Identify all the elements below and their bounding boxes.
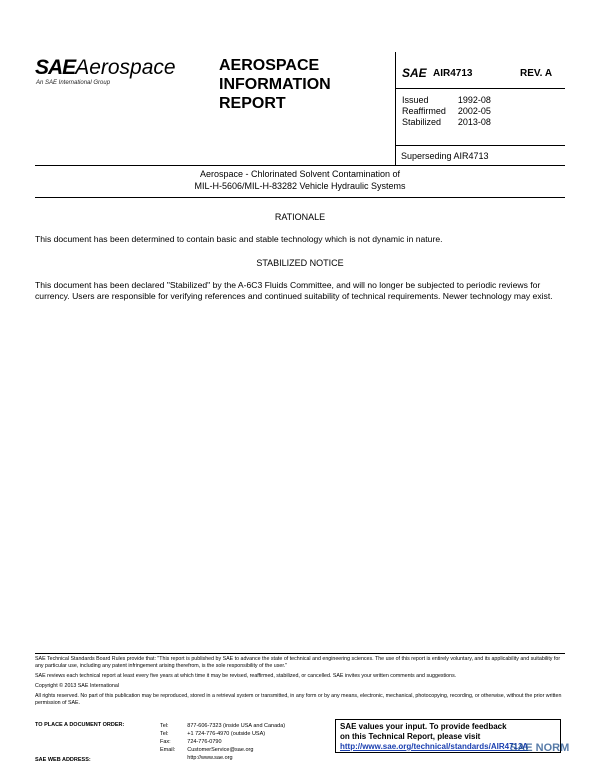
date-value: 2013-08 (457, 117, 491, 127)
date-label: Stabilized (402, 117, 442, 127)
document-title (35, 168, 565, 192)
contact-label: Fax: (160, 739, 171, 745)
date-value: 2002-05 (457, 106, 491, 116)
contact-row (160, 730, 297, 738)
date-row (402, 106, 503, 117)
footer-copyright: Copyright © 2013 SAE International (35, 683, 119, 689)
contact-table (160, 722, 297, 762)
date-table (402, 95, 503, 128)
contact-row (160, 722, 297, 730)
contact-row (160, 746, 297, 754)
date-label: Reaffirmed (402, 106, 446, 116)
divider (35, 197, 565, 198)
report-type-line-3: REPORT (219, 95, 286, 112)
logo-aerospace-text: Aerospace (75, 56, 176, 79)
title-line-2: MIL-H-5606/MIL-H-83282 Vehicle Hydraulic Systems (194, 181, 406, 191)
feedback-line-2: on this Technical Report, please visit (340, 732, 481, 741)
contact-label: Tel: (160, 731, 169, 737)
footer-rights-text: All rights reserved. No part of this publication may be reproduced, stored in a retrieval system or transmitted, in any form or by any means, electronic, mechanical, photocopying, recording, or otherwise, without the prior written permission of SAE. (35, 693, 562, 706)
report-type-line-2: INFORMATION (219, 76, 331, 93)
stabilized-heading: STABILIZED NOTICE (256, 258, 344, 268)
divider (35, 165, 565, 166)
logo-subtitle: An SAE International Group (36, 80, 111, 86)
footer-review-text: SAE reviews each technical report at least every five years at which time it may be revised, reaffirmed, stabilized, or cancelled. SAE invites your written comments and suggestions. (35, 673, 457, 679)
logo-sae-text: SAE (35, 56, 76, 79)
contact-value: 877-606-7323 (inside USA and Canada) (187, 723, 286, 729)
feedback-link[interactable]: http://www.sae.org/technical/standards/AIR4713A (340, 742, 529, 751)
date-label: Issued (402, 95, 429, 105)
footer-legal (35, 656, 565, 710)
report-type-heading (219, 56, 331, 113)
web-address-title: SAE WEB ADDRESS: (35, 757, 91, 763)
date-row (402, 95, 503, 106)
date-row (402, 117, 503, 128)
watermark-stamp: SAE NORM (510, 742, 570, 754)
superseding-note: Superseding AIR4713 (401, 151, 489, 161)
revision: REV. A (520, 68, 553, 79)
contact-label: Tel: (160, 723, 169, 729)
contact-value: +1 724-776-4970 (outside USA) (187, 731, 266, 737)
contact-email-link[interactable]: CustomerService@sae.org (187, 747, 254, 753)
document-number: AIR4713 (433, 68, 473, 79)
divider (35, 653, 565, 654)
date-value: 1992-08 (457, 95, 491, 105)
sae-aerospace-logo (35, 56, 176, 80)
stabilized-text: This document has been declared "Stabilized" by the A-6C3 Fluids Committee, and will no longer be subjected to periodic reviews for currency. Users are responsible for verifying references and continued suitability of technical requirements. Newer technology may exist. (35, 280, 553, 301)
report-type-line-1: AEROSPACE (219, 57, 320, 74)
contact-label (160, 754, 187, 762)
header-sae-mark: SAE (402, 66, 427, 80)
contact-row (160, 738, 297, 746)
order-title: TO PLACE A DOCUMENT ORDER: (35, 722, 125, 728)
contact-value: 724-776-0790 (187, 739, 222, 745)
rationale-text: This document has been determined to contain basic and stable technology which is not dynamic in nature. (35, 234, 443, 244)
footer-rules-text: SAE Technical Standards Board Rules provide that: "This report is published by SAE to advance the state of technical and engineering sciences. The use of this report is entirely voluntary, and its applicability and suitability for any particular use, including any patent infringement arising therefrom, is the sole responsibility of the user." (35, 656, 561, 669)
feedback-line-1: SAE values your input. To provide feedback (340, 722, 507, 731)
divider (395, 88, 565, 89)
contact-web-link[interactable]: http://www.sae.org (187, 755, 233, 761)
rationale-heading: RATIONALE (274, 212, 326, 222)
contact-label: Email: (160, 747, 176, 753)
divider (395, 145, 565, 146)
contact-row (160, 754, 297, 762)
title-line-1: Aerospace - Chlorinated Solvent Contamination of (199, 169, 401, 179)
